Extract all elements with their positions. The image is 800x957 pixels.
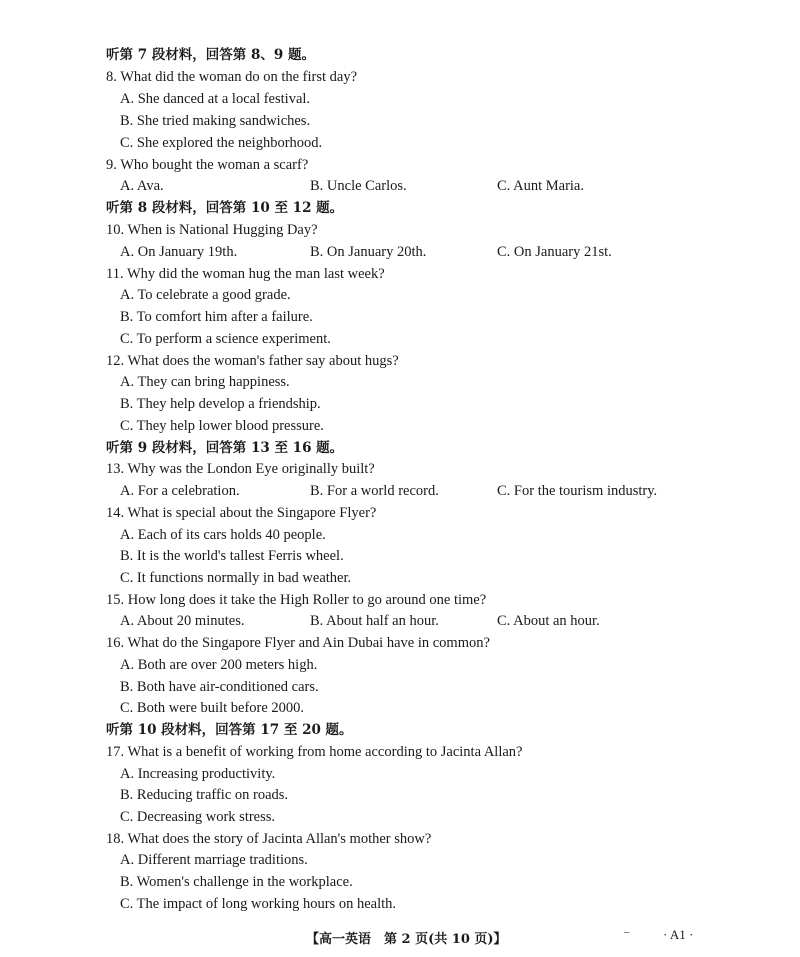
answer-option: A. Ava. xyxy=(120,178,164,194)
answer-option: A. On January 19th. xyxy=(120,244,238,260)
answer-option: A. For a celebration. xyxy=(120,483,240,499)
question-stem: 8. What did the woman do on the first day? xyxy=(106,69,358,85)
answer-option: A. Increasing productivity. xyxy=(120,766,276,782)
answer-option: C. They help lower blood pressure. xyxy=(120,418,324,434)
answer-option: B. For a world record. xyxy=(310,483,439,499)
question-stem: 15. How long does it take the High Roller to go around one time? xyxy=(106,592,487,608)
question-stem: 12. What does the woman's father say about hugs? xyxy=(106,353,399,369)
answer-option: B. It is the world's tallest Ferris wheel. xyxy=(120,548,344,564)
answer-option: C. Decreasing work stress. xyxy=(120,809,276,825)
answer-option: B. On January 20th. xyxy=(310,244,427,260)
answer-option: B. They help develop a friendship. xyxy=(120,396,321,412)
answer-option: C. It functions normally in bad weather. xyxy=(120,570,352,586)
question-stem: 9. Who bought the woman a scarf? xyxy=(106,157,309,173)
answer-option: C. About an hour. xyxy=(497,613,600,629)
page-mark: · A1 · xyxy=(663,927,694,942)
question-stem: 16. What do the Singapore Flyer and Ain Dubai have in common? xyxy=(106,635,490,651)
answer-option: A. She danced at a local festival. xyxy=(120,91,311,107)
answer-option: C. For the tourism industry. xyxy=(497,483,658,499)
section-heading: 听第 8 段材料，回答第 10 至 12 题。 xyxy=(106,200,344,216)
answer-option: C. The impact of long working hours on health. xyxy=(120,896,396,912)
section-heading: 听第 10 段材料，回答第 17 至 20 题。 xyxy=(106,722,353,738)
answer-option: B. Reducing traffic on roads. xyxy=(120,787,289,803)
answer-option: B. She tried making sandwiches. xyxy=(120,113,311,129)
question-stem: 14. What is special about the Singapore Flyer? xyxy=(106,505,377,521)
answer-option: B. Both have air-conditioned cars. xyxy=(120,679,319,695)
question-stem: 18. What does the story of Jacinta Allan's mother show? xyxy=(106,831,432,847)
question-stem: 17. What is a benefit of working from home according to Jacinta Allan? xyxy=(106,744,523,760)
answer-option: A. Each of its cars holds 40 people. xyxy=(120,527,326,543)
answer-option: A. About 20 minutes. xyxy=(120,613,245,629)
answer-option: B. Women's challenge in the workplace. xyxy=(120,874,353,890)
answer-option: B. To comfort him after a failure. xyxy=(120,309,313,325)
question-stem: 11. Why did the woman hug the man last week? xyxy=(106,266,385,282)
question-stem: 13. Why was the London Eye originally built? xyxy=(106,461,375,477)
answer-option: C. On January 21st. xyxy=(497,244,612,260)
answer-option: A. Both are over 200 meters high. xyxy=(120,657,318,673)
answer-option: C. Aunt Maria. xyxy=(497,178,584,194)
answer-option: A. Different marriage traditions. xyxy=(120,852,308,868)
answer-option: A. To celebrate a good grade. xyxy=(120,287,291,303)
answer-option: C. To perform a science experiment. xyxy=(120,331,331,347)
answer-option: B. Uncle Carlos. xyxy=(310,178,407,194)
page-footer: 【高一英语 第 2 页(共 10 页)】 xyxy=(306,932,507,947)
answer-option: C. She explored the neighborhood. xyxy=(120,135,323,151)
section-heading: 听第 7 段材料，回答第 8、9 题。 xyxy=(106,47,315,63)
answer-option: A. They can bring happiness. xyxy=(120,374,290,390)
question-stem: 10. When is National Hugging Day? xyxy=(106,222,318,238)
section-heading: 听第 9 段材料，回答第 13 至 16 题。 xyxy=(106,440,344,456)
answer-option: B. About half an hour. xyxy=(310,613,439,629)
footer-dash: – xyxy=(624,926,630,938)
answer-option: C. Both were built before 2000. xyxy=(120,700,305,716)
